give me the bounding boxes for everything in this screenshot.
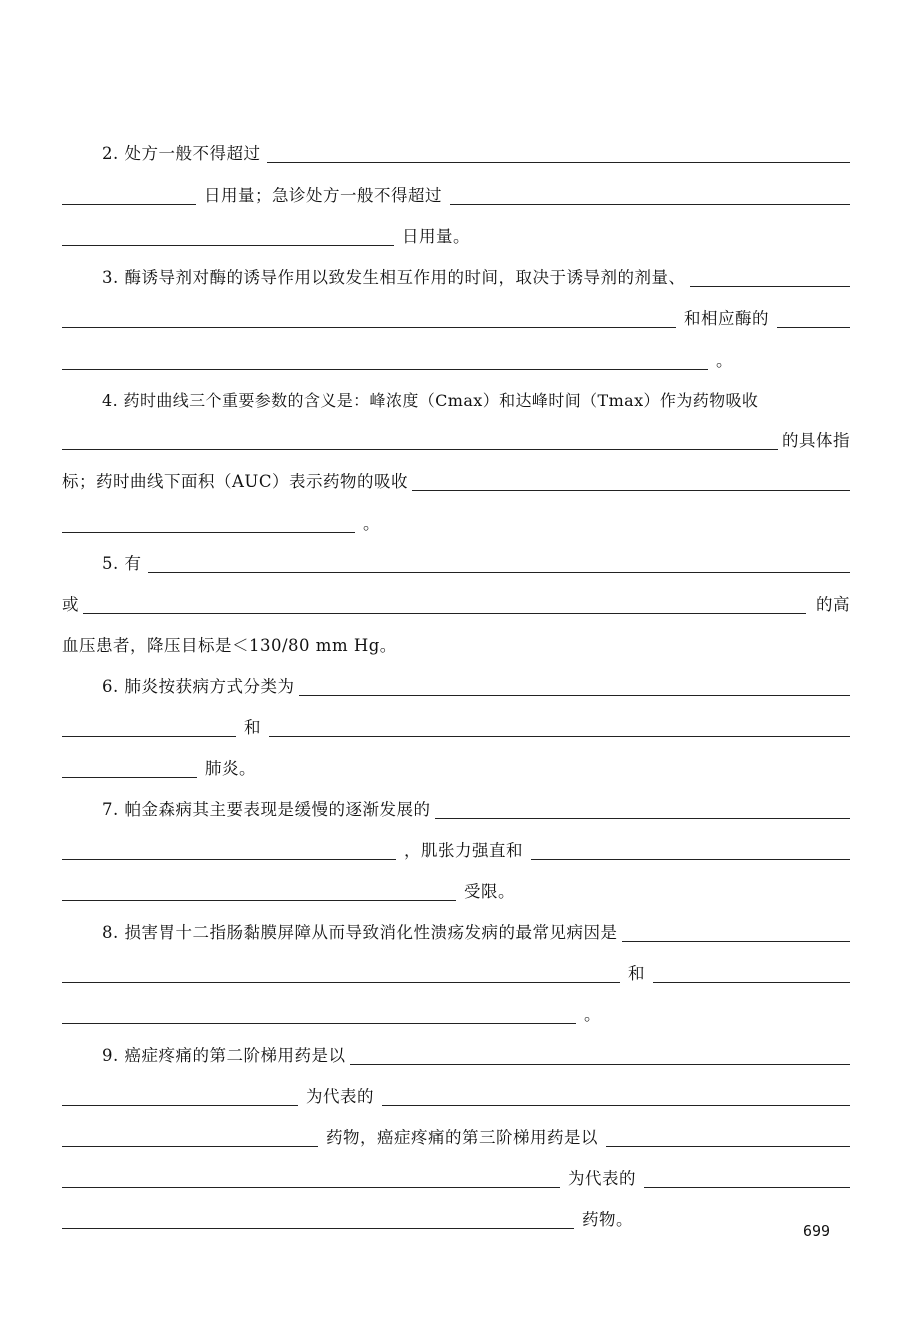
q5-text-3: 的高 xyxy=(816,595,850,614)
q9-line-4 xyxy=(62,1152,850,1192)
q4-blank-3[interactable] xyxy=(62,510,355,533)
q8-text-3: 。 xyxy=(584,1005,601,1024)
q2-blank-1[interactable] xyxy=(267,140,851,163)
q2-text-1: 2. 处方一般不得超过 xyxy=(102,144,261,163)
q9-blank-1[interactable] xyxy=(350,1042,851,1065)
q2-blank-3[interactable] xyxy=(450,182,850,205)
q9-line-2 xyxy=(62,1070,850,1110)
q9-blank-3[interactable] xyxy=(382,1083,850,1106)
q8-blank-4[interactable] xyxy=(62,1001,576,1024)
q9-text-5: 药物。 xyxy=(582,1210,633,1229)
q8-line-3 xyxy=(62,988,850,1028)
q2-text-2: 日用量；急诊处方一般不得超过 xyxy=(204,186,442,205)
q6-text-1: 6. 肺炎按获病方式分类为 xyxy=(102,677,295,696)
q6-line-1 xyxy=(62,660,850,700)
q7-blank-3[interactable] xyxy=(531,837,850,860)
q6-blank-3[interactable] xyxy=(269,714,850,737)
q7-line-3 xyxy=(62,865,850,905)
q9-blank-4[interactable] xyxy=(62,1124,318,1147)
q8-line-2 xyxy=(62,947,850,987)
q6-line-2 xyxy=(62,701,850,741)
q9-blank-6[interactable] xyxy=(62,1165,560,1188)
q5-blank-1[interactable] xyxy=(148,550,851,573)
q7-blank-2[interactable] xyxy=(62,837,396,860)
q4-line-1 xyxy=(62,374,850,414)
q3-line-1 xyxy=(62,251,850,291)
q2-blank-4[interactable] xyxy=(62,223,394,246)
q8-text-1: 8. 损害胃十二指肠黏膜屏障从而导致消化性溃疡发病的最常见病因是 xyxy=(102,923,618,942)
q3-text-1: 3. 酶诱导剂对酶的诱导作用以致发生相互作用的时间，取决于诱导剂的剂量、 xyxy=(102,268,686,287)
q9-text-1: 9. 癌症疼痛的第二阶梯用药是以 xyxy=(102,1046,346,1065)
q8-blank-2[interactable] xyxy=(62,960,620,983)
q9-text-3: 药物，癌症疼痛的第三阶梯用药是以 xyxy=(326,1128,598,1147)
q6-blank-2[interactable] xyxy=(62,714,236,737)
q4-line-3 xyxy=(62,455,850,495)
q5-line-2 xyxy=(62,578,850,618)
q3-blank-3[interactable] xyxy=(777,305,850,328)
q7-blank-4[interactable] xyxy=(62,878,456,901)
q6-line-3 xyxy=(62,742,850,782)
q2-blank-2[interactable] xyxy=(62,182,196,205)
q6-blank-1[interactable] xyxy=(299,673,851,696)
q2-line-2 xyxy=(62,169,850,209)
q9-blank-7[interactable] xyxy=(644,1165,850,1188)
q9-line-1 xyxy=(62,1029,850,1069)
q8-text-2: 和 xyxy=(628,964,645,983)
q7-text-2: ，肌张力强直和 xyxy=(404,841,523,860)
q9-blank-5[interactable] xyxy=(606,1124,850,1147)
q8-blank-3[interactable] xyxy=(653,960,850,983)
q3-text-3: 。 xyxy=(716,351,733,370)
q4-line-4 xyxy=(62,497,850,537)
q4-text-4: 。 xyxy=(363,514,380,533)
q4-line-2 xyxy=(62,414,850,454)
q9-blank-8[interactable] xyxy=(62,1206,574,1229)
q7-blank-1[interactable] xyxy=(435,796,851,819)
q2-line-1 xyxy=(62,127,850,167)
q7-text-1: 7. 帕金森病其主要表现是缓慢的逐渐发展的 xyxy=(102,800,431,819)
q2-line-3 xyxy=(62,210,850,250)
q3-blank-2[interactable] xyxy=(62,305,676,328)
q4-text-1: 4. 药时曲线三个重要参数的含义是：峰浓度（Cmax）和达峰时间（Tmax）作为药物吸收 xyxy=(102,391,759,410)
q7-line-2 xyxy=(62,824,850,864)
q9-line-5 xyxy=(62,1193,850,1233)
q9-blank-2[interactable] xyxy=(62,1083,298,1106)
q6-text-3: 肺炎。 xyxy=(205,759,256,778)
q5-text-4: 血压患者，降压目标是＜130/80 mm Hg。 xyxy=(62,636,397,655)
q5-line-1 xyxy=(62,537,850,577)
q5-blank-2[interactable] xyxy=(83,591,806,614)
q4-text-2: 的具体指 xyxy=(782,431,850,450)
q3-line-3 xyxy=(62,334,850,374)
q3-blank-4[interactable] xyxy=(62,347,708,370)
q4-blank-2[interactable] xyxy=(412,468,850,491)
q4-blank-1[interactable] xyxy=(62,427,778,450)
q7-text-3: 受限。 xyxy=(464,882,515,901)
q4-text-3: 标；药时曲线下面积（AUC）表示药物的吸收 xyxy=(62,472,408,491)
q9-line-3 xyxy=(62,1111,850,1151)
q5-line-3 xyxy=(62,619,850,659)
q3-blank-1[interactable] xyxy=(690,264,851,287)
q9-text-4: 为代表的 xyxy=(568,1169,636,1188)
q5-text-2: 或 xyxy=(62,595,79,614)
page-number: 699 xyxy=(803,1222,831,1240)
q3-text-2: 和相应酶的 xyxy=(684,309,769,328)
q8-blank-1[interactable] xyxy=(622,919,851,942)
q6-blank-4[interactable] xyxy=(62,755,197,778)
q9-text-2: 为代表的 xyxy=(306,1087,374,1106)
q7-line-1 xyxy=(62,783,850,823)
q3-line-2 xyxy=(62,292,850,332)
q6-text-2: 和 xyxy=(244,718,261,737)
q5-text-1: 5. 有 xyxy=(102,554,142,573)
q8-line-1 xyxy=(62,906,850,946)
q2-text-3: 日用量。 xyxy=(402,227,470,246)
